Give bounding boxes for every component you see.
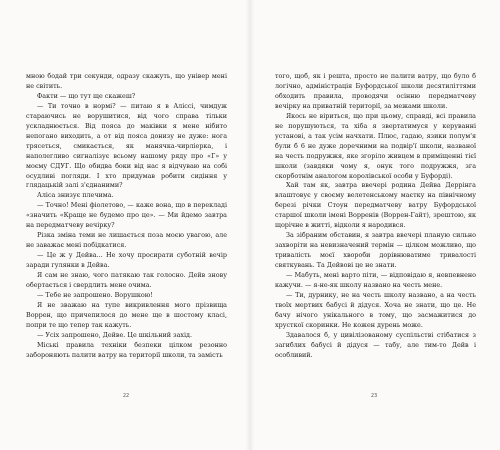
paragraph: — Ти точно в нормі? — питаю я в Аліссі, чимдуж стараючись не ворушитися, від чого справа тільки ускладнюється. Від пояса до маківки я мене нібито непогано виходить, а от від пояса донизу не дуже: нога трясеться, смикається, як манячка-чирліерка, і наполегливо сигналізує всьому нашому ряду про «Г» у моєму СДУГ. Що обидва боки від нас я відчуваю на собі осудливі погляди. І хто придумав робити сидіння у глядацькій залі з'єднаними? bbox=[26, 101, 227, 190]
paragraph: того, щоб, як і решта, просто не палити ватру, що було б логічно, адміністрація Буфордської школи десятиліттями обходить правила, проводячи осінню передматчеву вечірку на приватній території, за межами школи. bbox=[275, 72, 476, 110]
paragraph: Я сам не знаю, чого патякаю так голосно. Дейв знову обертається і свердлить мене очима. bbox=[26, 271, 227, 290]
paragraph: — Тебе не запрошено. Ворушкою! bbox=[37, 290, 153, 299]
right-page-text bbox=[275, 72, 476, 361]
paragraph: — Ти, дурнику, не на честь школу названо, а на честь твоїх мертвих бабусі й дідуся. Хоча не знати, що це. Не бачу нічого унікального в тому, що засмажитися до хрусткої скоринки. Не кожен дурень може. bbox=[275, 290, 476, 329]
paragraph: — Усіх запрошено, Дейве. Це шкільний захід. bbox=[37, 330, 192, 339]
paragraph: За зібраним обставин, я завтра ввечері планую сильно захворіти на невизначений термін — цілком можливо, що тривалість моєї хвороби дорівнюватиме тривалості святкувань. Та Дейвові це не знати. bbox=[275, 231, 476, 270]
right-page-number: 23 bbox=[370, 393, 378, 399]
paragraph: Я не зважаю на тупе викривлення мого прізвища Воррен, що причепилося до мене ще в шостому класі, попри те що тепер так кажуть. bbox=[26, 300, 227, 329]
paragraph: Аліса знизує плечима. bbox=[37, 191, 114, 200]
paragraph: мною бодай три секунди, одразу скажуть, що універ мені не світить. bbox=[26, 72, 227, 90]
paragraph: — Мабуть, мені варто піти, — відповідаю я, невпевнено кажучи. — я-не-як школу названо на честь мене. bbox=[275, 271, 476, 290]
paragraph: Здавалося б, у цивілізованому суспільстві стібатися з загиблих бабусі й дідуся — табу, але тим-то Дейв і особливий. bbox=[275, 330, 476, 359]
book-gutter bbox=[246, 0, 254, 450]
paragraph: — Це ж у Дейва... Не хочу просирати суботній вечір заради гулянки в Дейва. bbox=[26, 251, 227, 270]
right-page bbox=[250, 0, 500, 450]
left-page-text bbox=[26, 72, 227, 361]
paragraph: Міські правила техніки безпеки цілком резонно забороняють палити ватру на території школи, та замість bbox=[26, 340, 227, 359]
left-page-number: 22 bbox=[122, 393, 130, 399]
paragraph: Різка зміна теми не лишається поза моєю увагою, але не заважає мені побідкатися. bbox=[26, 231, 227, 250]
paragraph: Хай там як, завтра ввечері родина Дейва Деррінга влаштовує у своєму велетенському маєтку на північному березі річки Стоун передматчеву ватру Буфордської старшої школи імені Ворренів (Воррен-Гайт), зрештою, як щорічне в житті, відколи я народився. bbox=[275, 181, 476, 230]
paragraph: Якось не віриться, що при цьому, справді, всі правила не порушуються, та хіба я звертатимуся у керуванні установі, а так усім начхати. Плюс, гадаю, язики полум'я були б 6 не дуже доречними на подвір'ї школи, названої на честь подружжя, яке згоріло живцем в приміщенні тієї школи (завдяки чому я, онук того подружжя, зга скорботнім аналогом королівської особи у Буфорді). bbox=[275, 111, 476, 180]
paragraph: — Точно! Мені фіолетово, — каже вона, що в перекладі «значить «Краще не будемо про це». — Ми йдемо завтра на передматчеву вечірку? bbox=[26, 201, 227, 230]
paragraph: Факти — що тут ще скажеш? bbox=[37, 91, 136, 100]
